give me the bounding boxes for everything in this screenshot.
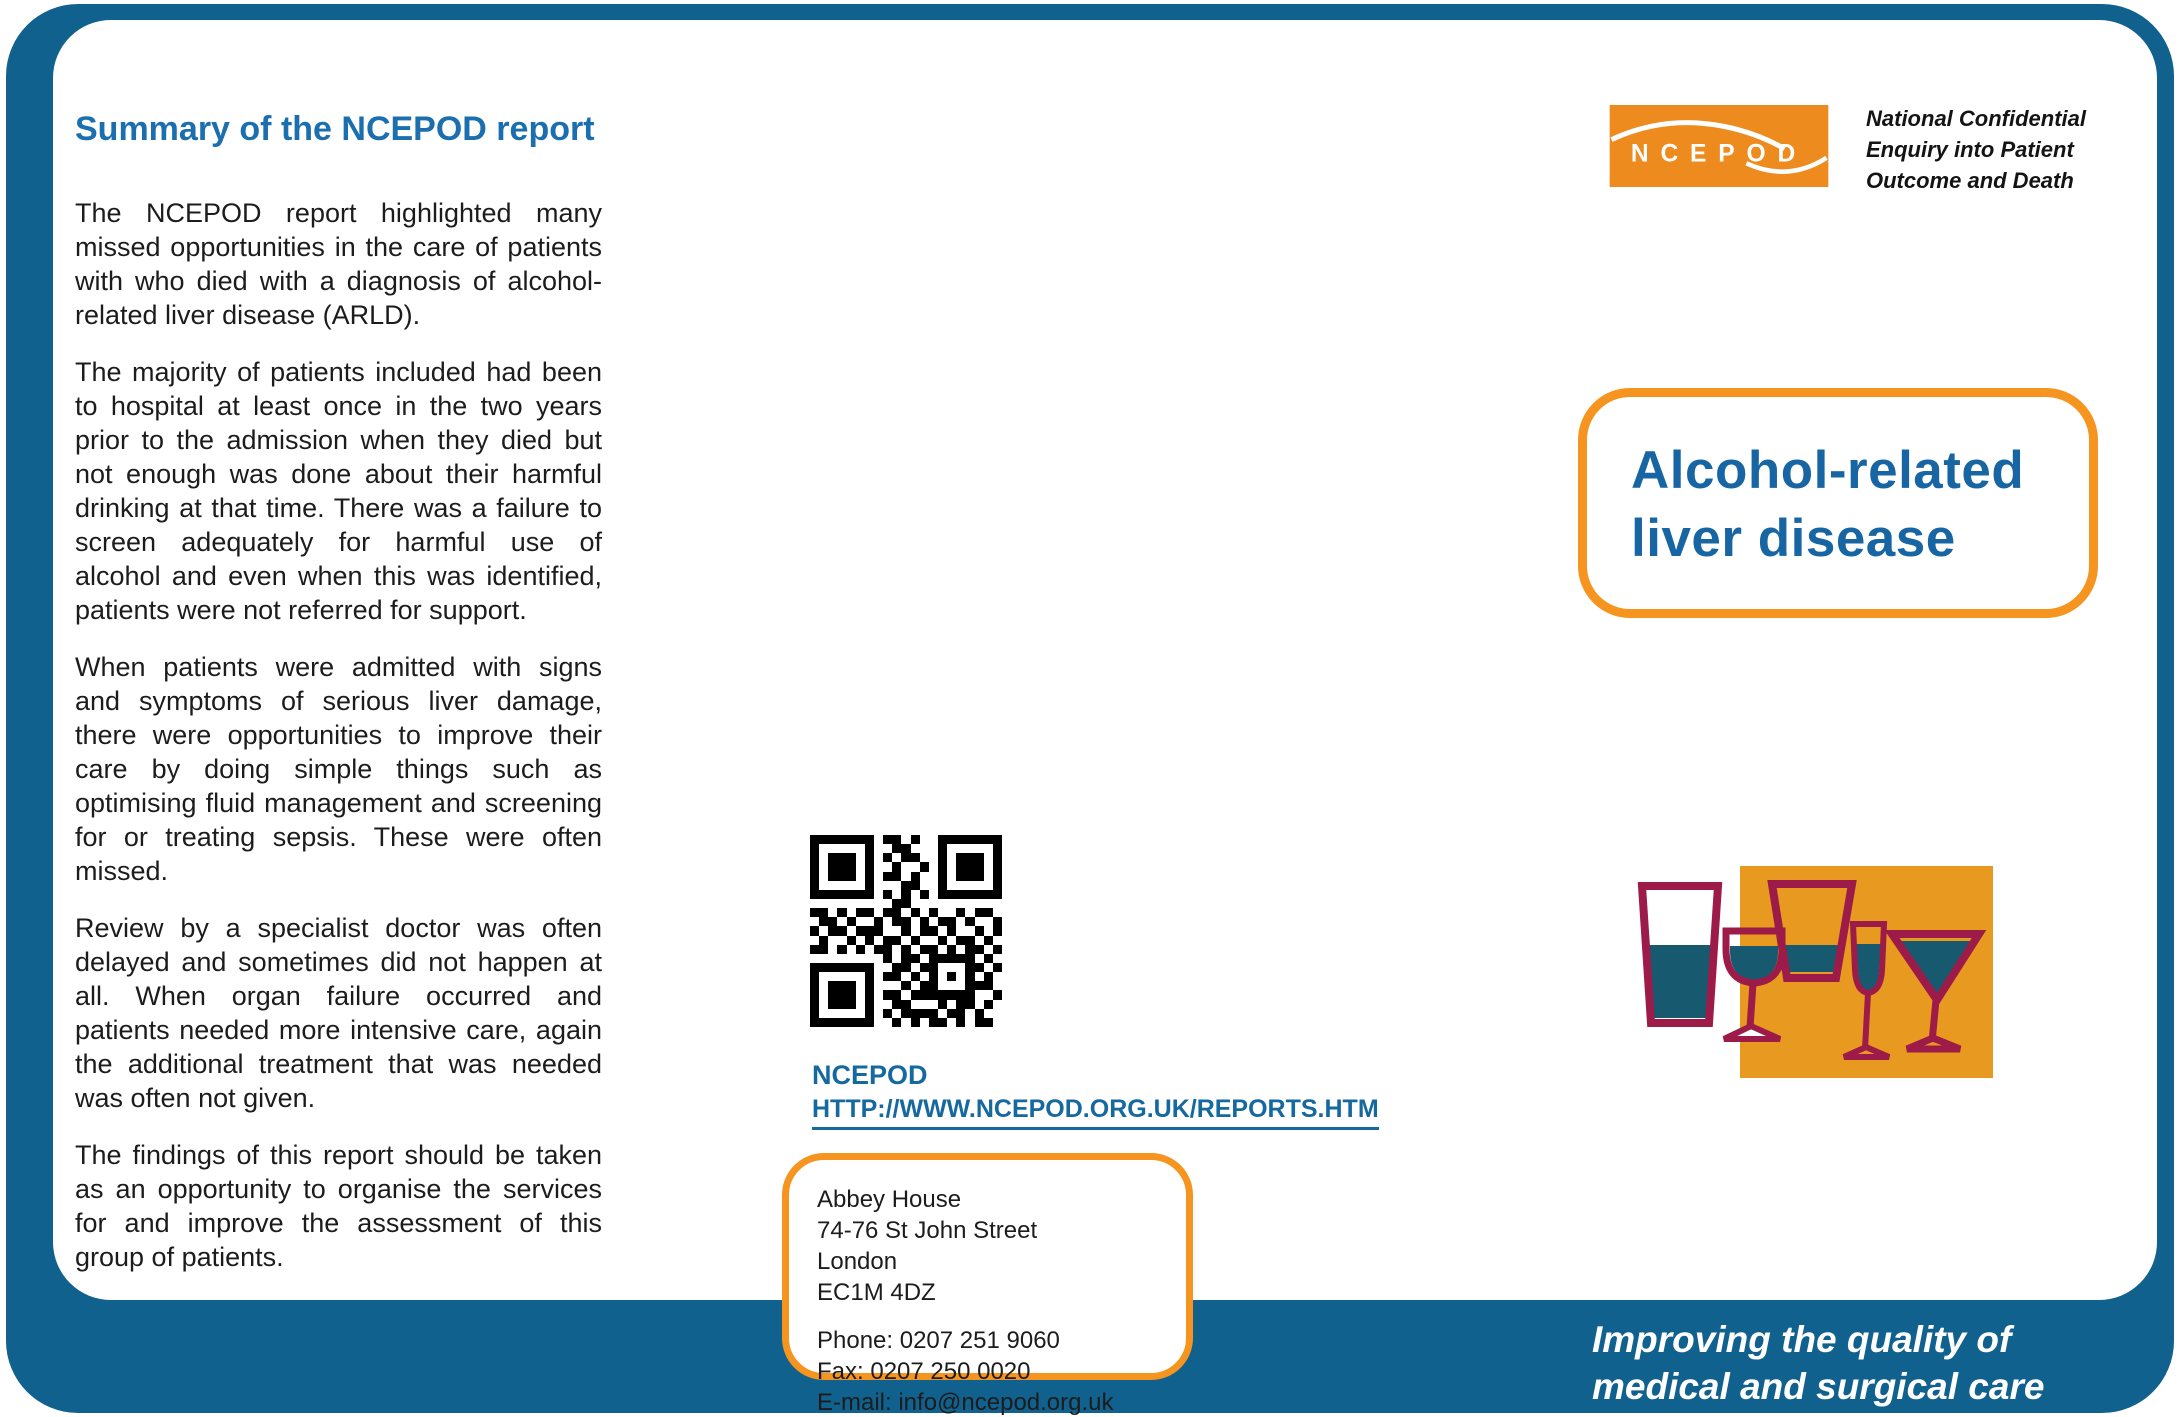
summary-paragraph: The findings of this report should be taken as an opportunity to organise the services for and improve the assessment of this group of patients. xyxy=(75,1140,602,1272)
pint-glass-icon xyxy=(1642,886,1718,1023)
summary-paragraph: Review by a specialist doctor was often delayed and sometimes did not happen at all. When organ failure occurred and patients needed more intensive care, again the additional treatment that was needed was often not given. xyxy=(75,913,602,1113)
logo-tagline-line: National Confidential xyxy=(1866,106,2086,131)
qr-code xyxy=(810,835,1002,1027)
report-link-label: NCEPOD xyxy=(812,1060,928,1090)
report-link-url[interactable]: HTTP://WWW.NCEPOD.ORG.UK/REPORTS.HTM xyxy=(812,1095,1379,1130)
address-line: Abbey House xyxy=(817,1186,962,1213)
page-title-line1: Alcohol-related xyxy=(1631,441,2025,500)
summary-heading: Summary of the NCEPOD report xyxy=(75,110,595,148)
footer-tagline-line2: medical and surgical care xyxy=(1592,1366,2045,1407)
summary-paragraph: The majority of patients included had been to hospital at least once in the two years prior to the admission when they died but not enough was done about their harmful drinking at that time. There was a failure to screen adequately for harmful use of alcohol and even when this was identified, patients were not referred for support. xyxy=(75,357,602,625)
title-box xyxy=(1578,388,2098,618)
logo-letters: NCEPOD xyxy=(1630,140,1808,168)
address-lines xyxy=(817,1184,1176,1308)
email-line: E-mail: info@ncepod.org.uk xyxy=(817,1389,1114,1416)
page-title xyxy=(1587,397,2089,573)
summary-paragraph: The NCEPOD report highlighted many missed opportunities in the care of patients with who died with a diagnosis of alcohol-related liver disease (ARLD). xyxy=(75,198,602,330)
ncepod-logo xyxy=(1606,105,1832,187)
fax-line: Fax: 0207 250 0020 xyxy=(817,1358,1031,1385)
logo-tagline xyxy=(1866,103,2126,196)
footer-tagline xyxy=(1592,1316,2152,1410)
phone-line: Phone: 0207 251 9060 xyxy=(817,1327,1060,1354)
footer-tagline-line1: Improving the quality of xyxy=(1592,1319,2012,1360)
address-line: London xyxy=(817,1248,898,1275)
address-line: 74-76 St John Street xyxy=(817,1217,1038,1244)
logo-tagline-line: Outcome and Death xyxy=(1866,168,2074,193)
address-contact xyxy=(817,1325,1176,1417)
logo-tagline-line: Enquiry into Patient xyxy=(1866,137,2074,162)
drinks-illustration xyxy=(1620,850,2040,1130)
summary-body xyxy=(75,196,602,1274)
page-title-line2: liver disease xyxy=(1631,509,1956,568)
ncepod-logo-icon xyxy=(1606,105,1832,187)
summary-paragraph: When patients were admitted with signs and symptoms of serious liver damage, there were opportunities to improve their care by doing simple things such as optimising fluid management and screening for or treating sepsis. These were often missed. xyxy=(75,652,602,886)
address-line: EC1M 4DZ xyxy=(817,1279,936,1306)
address-box xyxy=(782,1153,1193,1416)
drinks-illustration-icon xyxy=(1620,850,2040,1130)
